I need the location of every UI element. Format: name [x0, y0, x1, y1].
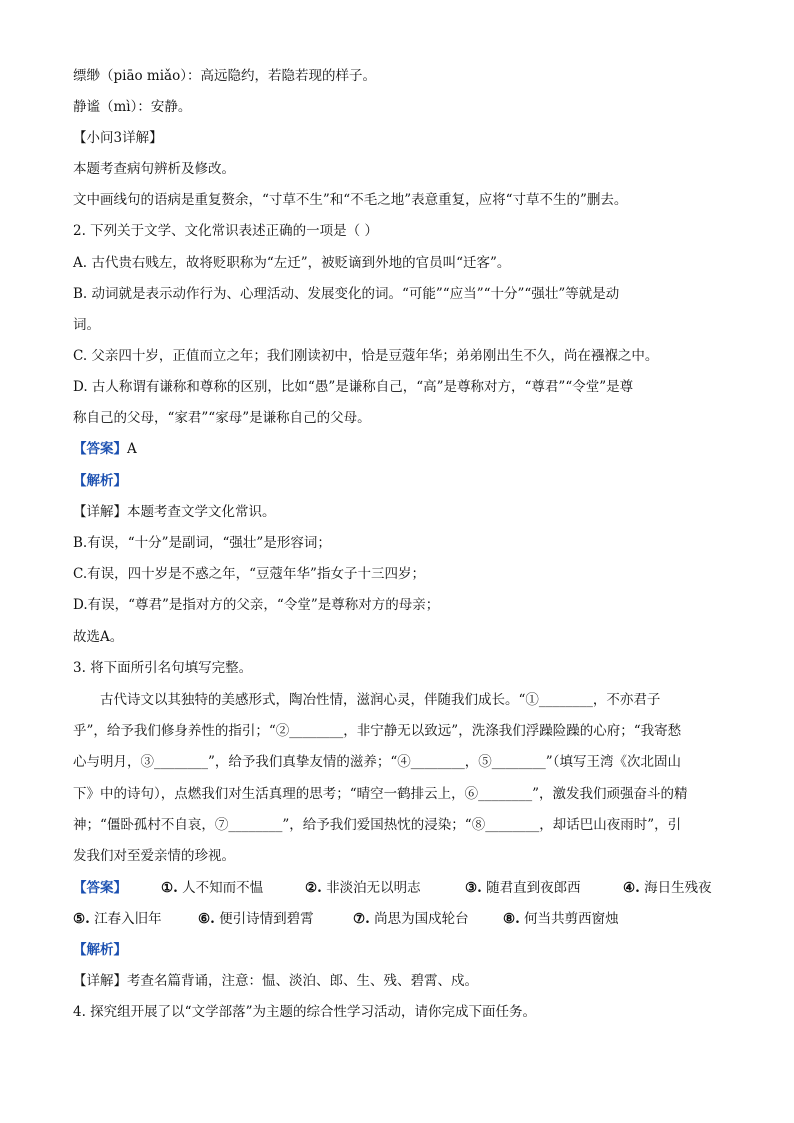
answer-2	[73, 439, 137, 459]
question-2-option-c: C. 父亲四十岁，正值而立之年；我们刚读初中，恰是豆蔻年华；弟弟刚出生不久，尚在襁褓之中。	[73, 348, 659, 364]
text-line: 文中画线句的语病是重复赘余，“寸草不生”和“不毛之地”表意重复，应将“寸草不生的”删去。	[73, 192, 628, 208]
passage-line: 神；“僵卧孤村不自哀，⑦________”，给予我们爱国热忱的浸染；“⑧________，却话巴山夜雨时”，引	[73, 817, 682, 833]
question-2-stem: 2. 下列关于文学、文化常识表述正确的一项是（ ）	[73, 223, 378, 239]
question-2-option-a: A. 古代贵右贱左，故将贬职称为“左迁”，被贬谪到外地的官员叫“迁客”。	[73, 255, 511, 271]
question-2-option-d-cont: 称自己的父母，“家君”“家母”是谦称自己的父母。	[73, 410, 371, 426]
passage-line: 古代诗文以其独特的美感形式，陶冶性情，滋润心灵，伴随我们成长。“①________，不亦君子	[100, 692, 661, 708]
passage-line: 乎”，给予我们修身养性的指引；“②________，非宁静无以致远”，洗涤我们浮躁险躁的心府；“我寄愁	[73, 723, 682, 739]
question-2-option-b: B. 动词就是表示动作行为、心理活动、发展变化的词。“可能”“应当”“十分”“强壮”等就是动	[73, 286, 620, 302]
vocab-piaomiao: 缥缈（piāo miǎo）：高远隐约，若隐若现的样子。	[73, 68, 376, 84]
answer-tag: 【答案】	[73, 441, 127, 457]
answer-value: A	[127, 441, 137, 457]
passage-line: 下》中的诗句），点燃我们对生活真理的思考；“晴空一鹤排云上，⑥________”，激发我们顽强奋斗的精	[73, 786, 688, 802]
answer-item: ⑤. 江春入旧年	[73, 911, 162, 927]
answer-item: ⑥. 便引诗情到碧霄	[198, 911, 314, 927]
explanation-line: C.有误，四十岁是不惑之年，“豆蔻年华”指女子十三四岁；	[73, 566, 425, 582]
question-2-option-b-cont: 词。	[73, 317, 100, 333]
explanation-line: D.有误，“尊君”是指对方的父亲，“令堂”是尊称对方的母亲；	[73, 597, 440, 613]
detail-explanation: 【详解】本题考查文学文化常识。	[73, 504, 276, 520]
answer-item: ⑧. 何当共剪西窗烛	[503, 911, 619, 927]
explanation-line: 故选A。	[73, 629, 124, 645]
answer-item: ①. 人不知而不愠	[161, 880, 264, 896]
question-4-stem: 4. 探究组开展了以“文学部落”为主题的综合性学习活动，请你完成下面任务。	[73, 1004, 536, 1020]
explanation-line: B.有误，“十分”是副词，“强壮”是形容词；	[73, 535, 331, 551]
answer-item: ④. 海日生残夜	[623, 880, 712, 896]
answer-tag: 【答案】	[73, 880, 127, 896]
vocab-jingmi: 静谧（mì）：安静。	[73, 99, 192, 115]
answer-3-row-1	[73, 878, 733, 898]
question-2-option-d: D. 古人称谓有谦称和尊称的区别，比如“愚”是谦称自己，“高”是尊称对方，“尊君”“令堂”是尊	[73, 379, 634, 395]
passage-line: 心与明月，③________”，给予我们真挚友情的滋养；“④________，⑤________”（填写王湾《次北固山	[73, 754, 681, 770]
passage-line: 发我们对至爱亲情的珍视。	[73, 848, 235, 864]
answer-item: ②. 非淡泊无以明志	[305, 880, 421, 896]
detail-explanation: 【详解】考查名篇背诵，注意：愠、淡泊、郎、生、残、碧霄、戍。	[73, 973, 478, 989]
sub-question-3-heading: 【小问3详解】	[73, 130, 163, 146]
analysis-tag: 【解析】	[73, 942, 127, 958]
answer-item: ⑦. 尚思为国戍轮台	[353, 911, 469, 927]
analysis-tag: 【解析】	[73, 473, 127, 489]
answer-item: ③. 随君直到夜郎西	[465, 880, 581, 896]
text-line: 本题考查病句辨析及修改。	[73, 161, 235, 177]
question-3-stem: 3. 将下面所引名句填写完整。	[73, 660, 253, 676]
answer-3-row-2	[73, 909, 733, 929]
